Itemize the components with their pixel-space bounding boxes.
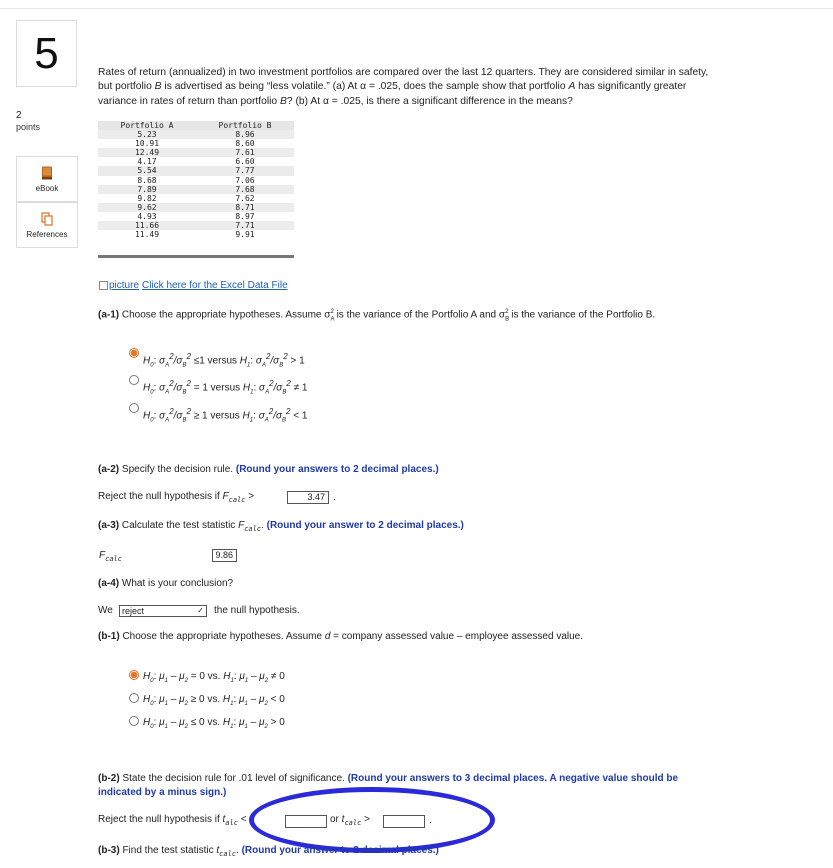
portfolio-b-cell: 8.97 xyxy=(196,212,294,221)
table-bottom-rule xyxy=(98,255,294,258)
portfolio-a-cell: 8.68 xyxy=(98,176,196,185)
portfolio-a-cell: 9.62 xyxy=(98,203,196,212)
portfolio-a-cell: 11.49 xyxy=(98,230,196,239)
b1-option-3-text: $H_0$: $\mu_1 - \mu_2 \le 0$ vs. $H_1$: $\mu_1 - \mu_2 > 0$ xyxy=(143,717,285,730)
portfolio-a-cell: 12.49 xyxy=(98,148,196,157)
table-row xyxy=(98,176,294,185)
b3-prompt: (b-3) Find the test statistic $t_{calc}$. (Round your answer to 2 decimal places.) xyxy=(98,845,439,858)
portfolio-b-cell: 7.62 xyxy=(196,194,294,203)
copy-pages-icon xyxy=(41,212,53,226)
a2-prompt: (a-2) Specify the decision rule. (Round your answers to 2 decimal places.) xyxy=(98,464,439,475)
portfolio-a-cell: 7.89 xyxy=(98,185,196,194)
points-label: points xyxy=(16,122,41,132)
a2-fcrit-input[interactable]: 3.47 xyxy=(287,491,329,504)
question-number: 5 xyxy=(16,20,77,87)
a1-option-2-text: $H_0$: $\sigma_A^2/\sigma_B^2 = 1$ versus $H_1$: $\sigma_A^2/\sigma_B^2 \ne 1$ xyxy=(143,379,308,396)
table-row xyxy=(98,221,294,230)
portfolio-b-cell: 7.06 xyxy=(196,176,294,185)
table-row xyxy=(98,185,294,194)
a2-period: . xyxy=(333,492,336,503)
portfolio-a-cell: 11.66 xyxy=(98,221,196,230)
portfolio-a-cell: 4.17 xyxy=(98,157,196,166)
b1-prompt: (b-1) Choose the appropriate hypotheses. Assume d = company assessed value – employee assessed value. xyxy=(98,631,584,642)
portfolio-b-cell: 8.71 xyxy=(196,203,294,212)
a1-option-3-text: $H_0$: $\sigma_A^2/\sigma_B^2 \ge 1$ versus $H_1$: $\sigma_A^2/\sigma_B^2 < 1$ xyxy=(143,407,308,424)
b1-option-1-text: $H_0$: $\mu_1 - \mu_2 = 0$ vs. $H_1$: $\mu_1 - \mu_2 \ne 0$ xyxy=(143,671,285,684)
column-header-portfolio-a: Portfolio A xyxy=(98,121,196,130)
excel-data-link[interactable] xyxy=(99,280,288,291)
chevron-down-icon: ✓ xyxy=(197,606,204,615)
a3-fcalc-input[interactable]: 9.86 xyxy=(212,549,237,562)
a4-prompt: (a-4) What is your conclusion? xyxy=(98,578,234,589)
portfolio-data-table xyxy=(98,121,294,239)
a4-we-label: We xyxy=(98,605,113,616)
a1-option-2-radio[interactable] xyxy=(129,375,139,385)
column-header-portfolio-b: Portfolio B xyxy=(196,121,294,130)
excel-link-text: Click here for the Excel Data File xyxy=(142,280,288,291)
portfolio-b-cell: 7.71 xyxy=(196,221,294,230)
portfolio-b-cell: 7.68 xyxy=(196,185,294,194)
portfolio-a-cell: 5.54 xyxy=(98,166,196,175)
table-row xyxy=(98,130,294,139)
a1-option-3-radio[interactable] xyxy=(129,403,139,413)
a1-option-1-text: $H_0$: $\sigma_A^2/\sigma_B^2 \le 1$ versus $H_1$: $\sigma_A^2/\sigma_B^2 > 1$ xyxy=(143,352,305,369)
a4-selected-value: reject xyxy=(122,606,145,616)
b1-option-2-text: $H_0$: $\mu_1 - \mu_2 \ge 0$ vs. $H_1$: $\mu_1 - \mu_2 < 0$ xyxy=(143,694,285,707)
portfolio-a-cell: 5.23 xyxy=(98,130,196,139)
a2-rule: Reject the null hypothesis if $F_{calc}$ > xyxy=(98,491,255,504)
references-button[interactable] xyxy=(16,202,78,248)
portfolio-a-cell: 9.82 xyxy=(98,194,196,203)
book-icon xyxy=(41,166,53,180)
portfolio-b-cell: 9.91 xyxy=(196,230,294,239)
table-row xyxy=(98,139,294,148)
references-label: References xyxy=(26,229,68,239)
portfolio-a-cell: 4.93 xyxy=(98,212,196,221)
portfolio-b-cell: 6.60 xyxy=(196,157,294,166)
b2-rule: Reject the null hypothesis if $t_{alc}$ < xyxy=(98,814,247,827)
a4-conclusion-select[interactable] xyxy=(119,605,207,617)
question-intro: Rates of return (annualized) in two investment portfolios are compared over the last 12 quarters. They are considered similar in safety, but portfolio B is advertised as being “less volatile.” (a) At α = .025, does the sample show that portfolio A has significantly greater variance in rates of return than portfolio B? (b) At α = .025, is there a significant difference in the means? xyxy=(98,67,709,107)
top-divider xyxy=(0,8,833,9)
table-row xyxy=(98,148,294,157)
a3-field-label: $F_{calc}$ xyxy=(99,550,122,563)
b2-period: . xyxy=(429,815,432,826)
a4-tail-text: the null hypothesis. xyxy=(214,605,300,616)
b1-option-2-radio[interactable] xyxy=(129,693,139,703)
a3-prompt: (a-3) Calculate the test statistic $F_{calc}$. (Round your answer to 2 decimal places.) xyxy=(98,520,464,533)
a1-prompt: (a-1) Choose the appropriate hypotheses. Assume $\sigma_A^2$ is the variance of the Portfolio A and $\sigma_B^2$ is the variance of the Portfolio B. xyxy=(98,309,656,323)
ebook-button[interactable] xyxy=(16,156,78,202)
table-row xyxy=(98,212,294,221)
portfolio-b-cell: 8.60 xyxy=(196,139,294,148)
portfolio-a-cell: 10.91 xyxy=(98,139,196,148)
ebook-label: eBook xyxy=(35,183,59,193)
table-row xyxy=(98,166,294,175)
b1-option-3-radio[interactable] xyxy=(129,716,139,726)
annotation-circle xyxy=(249,787,495,853)
table-row xyxy=(98,203,294,212)
points-value: 2 xyxy=(16,110,22,121)
b2-prompt: (b-2) State the decision rule for .01 level of significance. (Round your answers to 3 decimal places. A negative value should be xyxy=(98,773,679,784)
table-row xyxy=(98,157,294,166)
excel-link-alt: picture xyxy=(109,280,140,291)
portfolio-b-cell: 7.61 xyxy=(196,148,294,157)
broken-image-icon xyxy=(99,281,108,290)
table-row xyxy=(98,194,294,203)
b2-instruction-cont: indicated by a minus sign.) xyxy=(98,787,227,798)
b2-rule-upper: or $t_{calc}$ > xyxy=(330,814,370,827)
portfolio-b-cell: 8.96 xyxy=(196,130,294,139)
table-row xyxy=(98,230,294,239)
a1-option-1-radio[interactable] xyxy=(129,348,139,358)
portfolio-b-cell: 7.77 xyxy=(196,166,294,175)
b1-option-1-radio[interactable] xyxy=(129,670,139,680)
